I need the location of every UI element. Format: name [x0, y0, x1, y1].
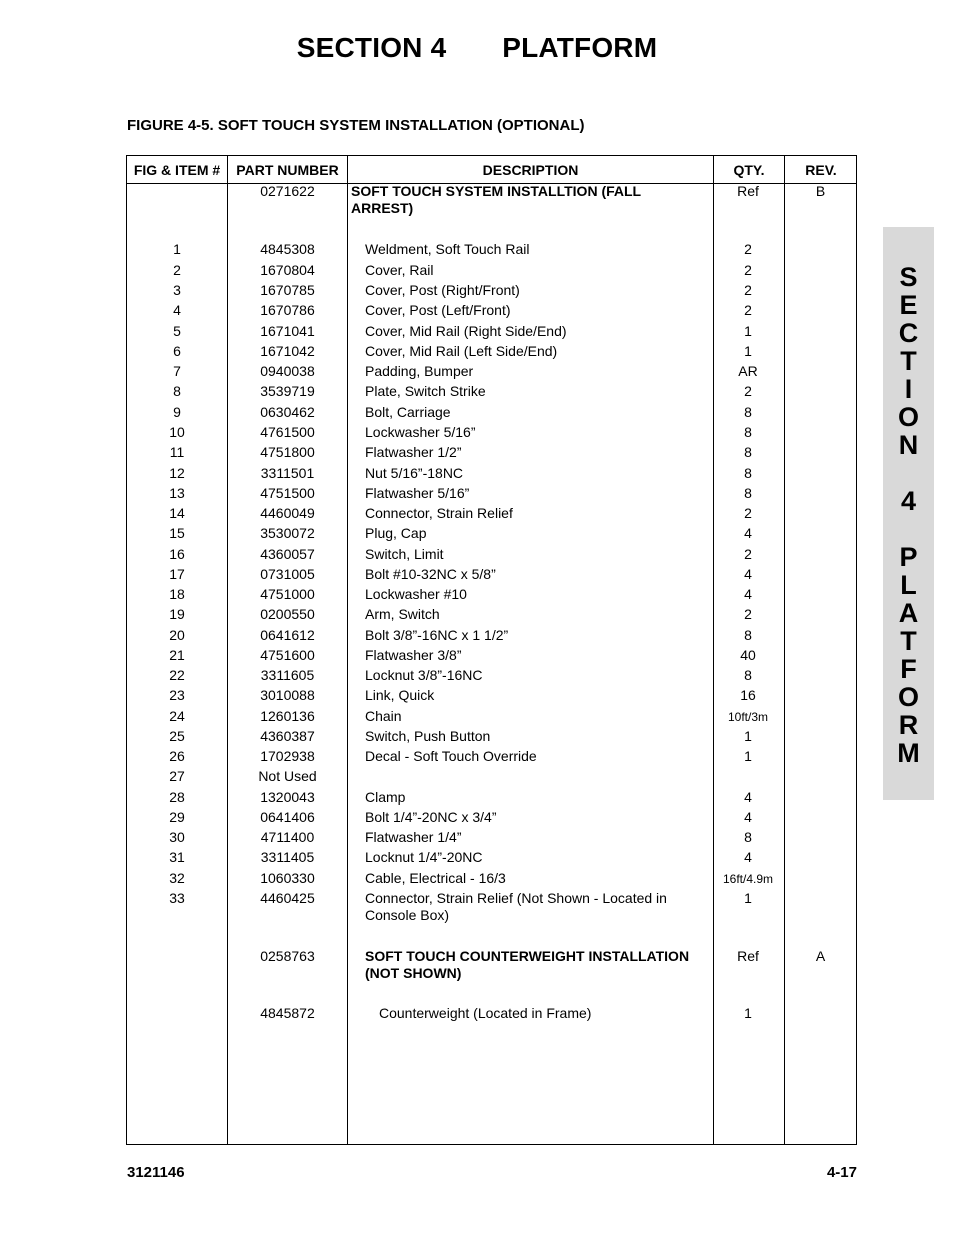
side-tab-letter: F [900, 654, 917, 684]
part-number-cell: 3311501 [260, 465, 315, 481]
fig-item-cell: 27 [169, 768, 185, 784]
description-cell [365, 343, 705, 360]
description-cell [365, 890, 705, 924]
part-number-cell: 1260136 [260, 708, 315, 724]
part-number-cell: 0271622 [260, 183, 315, 199]
qty-cell: 2 [744, 606, 752, 622]
fig-item-cell: 11 [169, 444, 185, 460]
description-cell [365, 323, 705, 340]
rev-cell: B [815, 183, 826, 199]
qty-cell: 8 [744, 465, 752, 481]
section-side-tab [883, 227, 934, 800]
part-number-cell: 1671042 [260, 343, 315, 359]
side-tab-letter: L [900, 570, 917, 600]
table-header [127, 156, 856, 184]
side-tab-letter: M [897, 738, 920, 768]
description-cell [365, 667, 705, 684]
header-fig-item: FIG & ITEM # [133, 162, 221, 178]
fig-item-cell: 9 [173, 404, 181, 420]
side-tab-letter: O [897, 682, 919, 712]
qty-cell: 8 [744, 444, 752, 460]
qty-cell: 8 [744, 424, 752, 440]
qty-cell: 1 [744, 890, 752, 906]
description-line: Flatwasher 1/2” [365, 444, 462, 460]
description-cell [365, 424, 705, 441]
header-rev: REV. [805, 162, 837, 178]
page-number: 4-17 [826, 1164, 857, 1181]
qty-cell: 1 [744, 343, 752, 359]
fig-item-cell: 13 [169, 485, 185, 501]
qty-cell: 10ft/3m [727, 710, 769, 724]
qty-cell: 8 [744, 667, 752, 683]
qty-cell: 2 [744, 383, 752, 399]
fig-item-cell: 26 [169, 748, 185, 764]
qty-cell: 1 [744, 323, 752, 339]
qty-cell: 4 [744, 789, 752, 805]
part-number-cell: 4360387 [260, 728, 315, 744]
fig-item-cell: 21 [169, 647, 185, 663]
fig-item-cell: 15 [169, 525, 185, 541]
header-part-number: PART NUMBER [236, 162, 339, 178]
description-cell [365, 809, 705, 826]
side-tab-letter: T [900, 626, 917, 656]
description-cell [365, 444, 705, 461]
part-number-cell: 0641406 [260, 809, 315, 825]
description-cell [365, 708, 705, 725]
description-line: Plug, Cap [365, 525, 427, 541]
description-line: Cover, Post (Left/Front) [365, 302, 511, 318]
part-number-cell: 4751500 [260, 485, 315, 501]
fig-item-cell: 18 [169, 586, 185, 602]
fig-item-cell: 33 [169, 890, 185, 906]
part-number-cell: 4711400 [260, 829, 315, 845]
part-number-cell: 0940038 [260, 363, 315, 379]
part-number-cell: 4751800 [260, 444, 315, 460]
qty-cell: 2 [744, 282, 752, 298]
column-divider [784, 156, 785, 1144]
header-description: DESCRIPTION [482, 162, 579, 178]
description-line: ARREST) [351, 200, 414, 216]
qty-cell: 8 [744, 627, 752, 643]
description-line: Bolt, Carriage [365, 404, 451, 420]
part-number-cell: 4460425 [260, 890, 315, 906]
part-number-cell: 1671041 [260, 323, 315, 339]
fig-item-cell: 31 [169, 849, 185, 865]
description-line: Bolt 1/4”-20NC x 3/4” [365, 809, 497, 825]
description-line: Locknut 1/4”-20NC [365, 849, 483, 865]
qty-cell: 1 [744, 748, 752, 764]
description-line: Plate, Switch Strike [365, 383, 486, 399]
qty-cell: 2 [744, 505, 752, 521]
fig-item-cell: 20 [169, 627, 185, 643]
qty-cell: 8 [744, 829, 752, 845]
qty-cell: 16 [740, 687, 756, 703]
description-line: Flatwasher 5/16” [365, 485, 470, 501]
qty-cell: 4 [744, 586, 752, 602]
part-number-cell: 0731005 [260, 566, 315, 582]
part-number-cell: Not Used [258, 768, 317, 784]
description-line: Bolt #10-32NC x 5/8” [365, 566, 496, 582]
description-line: Padding, Bumper [365, 363, 474, 379]
fig-item-cell: 25 [169, 728, 185, 744]
figure-title: FIGURE 4-5. SOFT TOUCH SYSTEM INSTALLATION (OPTIONAL) [127, 117, 585, 134]
qty-cell: 1 [744, 1005, 752, 1021]
description-line: Connector, Strain Relief [365, 505, 513, 521]
description-cell [365, 525, 705, 542]
header-qty: QTY. [733, 162, 765, 178]
fig-item-cell: 12 [169, 465, 185, 481]
qty-cell: 40 [740, 647, 756, 663]
fig-item-cell: 24 [169, 708, 185, 724]
side-tab-letter: T [900, 346, 917, 376]
description-line: Cover, Mid Rail (Right Side/End) [365, 323, 567, 339]
fig-item-cell: 19 [169, 606, 185, 622]
qty-cell: 4 [744, 566, 752, 582]
part-number-cell: 3539719 [260, 383, 315, 399]
side-tab-letter: S [899, 262, 918, 292]
description-line: Bolt 3/8”-16NC x 1 1/2” [365, 627, 509, 643]
fig-item-cell: 28 [169, 789, 185, 805]
description-line: Flatwasher 3/8” [365, 647, 462, 663]
qty-cell: 4 [744, 849, 752, 865]
qty-cell: 16ft/4.9m [722, 872, 774, 886]
part-number-cell: 0200550 [260, 606, 315, 622]
description-line: Decal - Soft Touch Override [365, 748, 537, 764]
fig-item-cell: 23 [169, 687, 185, 703]
qty-cell: 8 [744, 485, 752, 501]
doc-number: 3121146 [127, 1164, 185, 1181]
description-line: Cover, Rail [365, 262, 434, 278]
description-cell [365, 383, 705, 400]
side-tab-letter: 4 [900, 486, 917, 516]
part-number-cell: 4751000 [260, 586, 315, 602]
fig-item-cell: 2 [173, 262, 181, 278]
description-cell [365, 302, 705, 319]
fig-item-cell: 14 [169, 505, 185, 521]
description-cell [365, 546, 705, 563]
description-cell [365, 829, 705, 846]
side-tab-letter: N [898, 430, 919, 460]
description-line: Weldment, Soft Touch Rail [365, 241, 530, 257]
rev-cell: A [815, 948, 826, 964]
part-number-cell: 4845308 [260, 241, 315, 257]
description-cell [365, 262, 705, 279]
description-cell [379, 1005, 719, 1022]
part-number-cell: 1670785 [260, 282, 315, 298]
qty-cell: 4 [744, 809, 752, 825]
side-tab-letter: R [898, 710, 919, 740]
qty-cell: 4 [744, 525, 752, 541]
part-number-cell: 0258763 [260, 948, 315, 964]
fig-item-cell: 22 [169, 667, 185, 683]
column-divider [347, 156, 348, 1144]
description-cell [365, 849, 705, 866]
description-line: Flatwasher 1/4” [365, 829, 462, 845]
part-number-cell: 1702938 [260, 748, 315, 764]
description-line: Clamp [365, 789, 406, 805]
qty-cell: 8 [744, 404, 752, 420]
description-line: SOFT TOUCH COUNTERWEIGHT INSTALLATION [365, 948, 690, 964]
fig-item-cell: 17 [169, 566, 185, 582]
description-cell [365, 586, 705, 603]
part-number-cell: 1670804 [260, 262, 315, 278]
fig-item-cell: 6 [173, 343, 181, 359]
description-line: Arm, Switch [365, 606, 440, 622]
fig-item-cell: 1 [173, 241, 181, 257]
qty-cell: 2 [744, 546, 752, 562]
part-number-cell: 4360057 [260, 546, 315, 562]
part-number-cell: 3311405 [260, 849, 315, 865]
qty-cell: AR [738, 363, 758, 379]
side-tab-letter [883, 515, 934, 543]
qty-cell: 2 [744, 241, 752, 257]
side-tab-letter [883, 459, 934, 487]
qty-cell: 2 [744, 262, 752, 278]
fig-item-cell: 3 [173, 282, 181, 298]
page-title: SECTION 4 PLATFORM [296, 32, 658, 63]
description-cell [365, 647, 705, 664]
fig-item-cell: 7 [173, 363, 181, 379]
description-cell [365, 870, 705, 887]
description-cell [365, 566, 705, 583]
description-line: Console Box) [365, 907, 450, 923]
side-tab-text [883, 263, 934, 767]
description-line: Nut 5/16”-18NC [365, 465, 464, 481]
side-tab-letter: A [898, 598, 919, 628]
description-line: Cover, Mid Rail (Left Side/End) [365, 343, 558, 359]
description-cell [365, 627, 705, 644]
part-number-cell: 4751600 [260, 647, 315, 663]
description-line: Locknut 3/8”-16NC [365, 667, 483, 683]
description-cell [365, 282, 705, 299]
description-line: Chain [365, 708, 402, 724]
parts-table [126, 155, 857, 1145]
description-line: Cover, Post (Right/Front) [365, 282, 520, 298]
description-cell [365, 465, 705, 482]
description-cell [351, 183, 691, 217]
part-number-cell: 0641612 [260, 627, 315, 643]
fig-item-cell: 32 [169, 870, 185, 886]
fig-item-cell: 16 [169, 546, 185, 562]
description-cell [365, 728, 705, 745]
part-number-cell: 1670786 [260, 302, 315, 318]
side-tab-letter: E [899, 290, 918, 320]
part-number-cell: 4761500 [260, 424, 315, 440]
description-cell [365, 241, 705, 258]
description-cell [365, 505, 705, 522]
side-tab-letter: I [904, 374, 913, 404]
description-cell [365, 789, 705, 806]
description-line: Connector, Strain Relief (Not Shown - Located in [365, 890, 667, 906]
part-number-cell: 3311605 [260, 667, 315, 683]
qty-cell: Ref [737, 948, 759, 964]
description-cell [365, 363, 705, 380]
description-cell [365, 687, 705, 704]
part-number-cell: 1320043 [260, 789, 315, 805]
fig-item-cell: 29 [169, 809, 185, 825]
description-line: Cable, Electrical - 16/3 [365, 870, 506, 886]
fig-item-cell: 4 [173, 302, 181, 318]
description-cell [365, 606, 705, 623]
description-line: Lockwasher #10 [365, 586, 467, 602]
description-line: Link, Quick [365, 687, 435, 703]
part-number-cell: 3010088 [260, 687, 315, 703]
side-tab-letter: P [899, 542, 918, 572]
qty-cell: 1 [744, 728, 752, 744]
fig-item-cell: 8 [173, 383, 181, 399]
description-cell [365, 948, 705, 982]
part-number-cell: 4460049 [260, 505, 315, 521]
fig-item-cell: 30 [169, 829, 185, 845]
fig-item-cell: 5 [173, 323, 181, 339]
description-line: Lockwasher 5/16” [365, 424, 476, 440]
part-number-cell: 1060330 [260, 870, 315, 886]
part-number-cell: 4845872 [260, 1005, 315, 1021]
part-number-cell: 0630462 [260, 404, 315, 420]
fig-item-cell: 10 [169, 424, 185, 440]
description-line: (NOT SHOWN) [365, 965, 462, 981]
description-cell [365, 748, 705, 765]
side-tab-letter: O [897, 402, 919, 432]
description-line: Switch, Limit [365, 546, 444, 562]
description-cell [365, 485, 705, 502]
part-number-cell: 3530072 [260, 525, 315, 541]
description-cell [365, 404, 705, 421]
description-line: Switch, Push Button [365, 728, 491, 744]
description-line: SOFT TOUCH SYSTEM INSTALLTION (FALL [351, 183, 642, 199]
qty-cell: 2 [744, 302, 752, 318]
side-tab-letter: C [898, 318, 919, 348]
qty-cell: Ref [737, 183, 759, 199]
description-line: Counterweight (Located in Frame) [379, 1005, 592, 1021]
